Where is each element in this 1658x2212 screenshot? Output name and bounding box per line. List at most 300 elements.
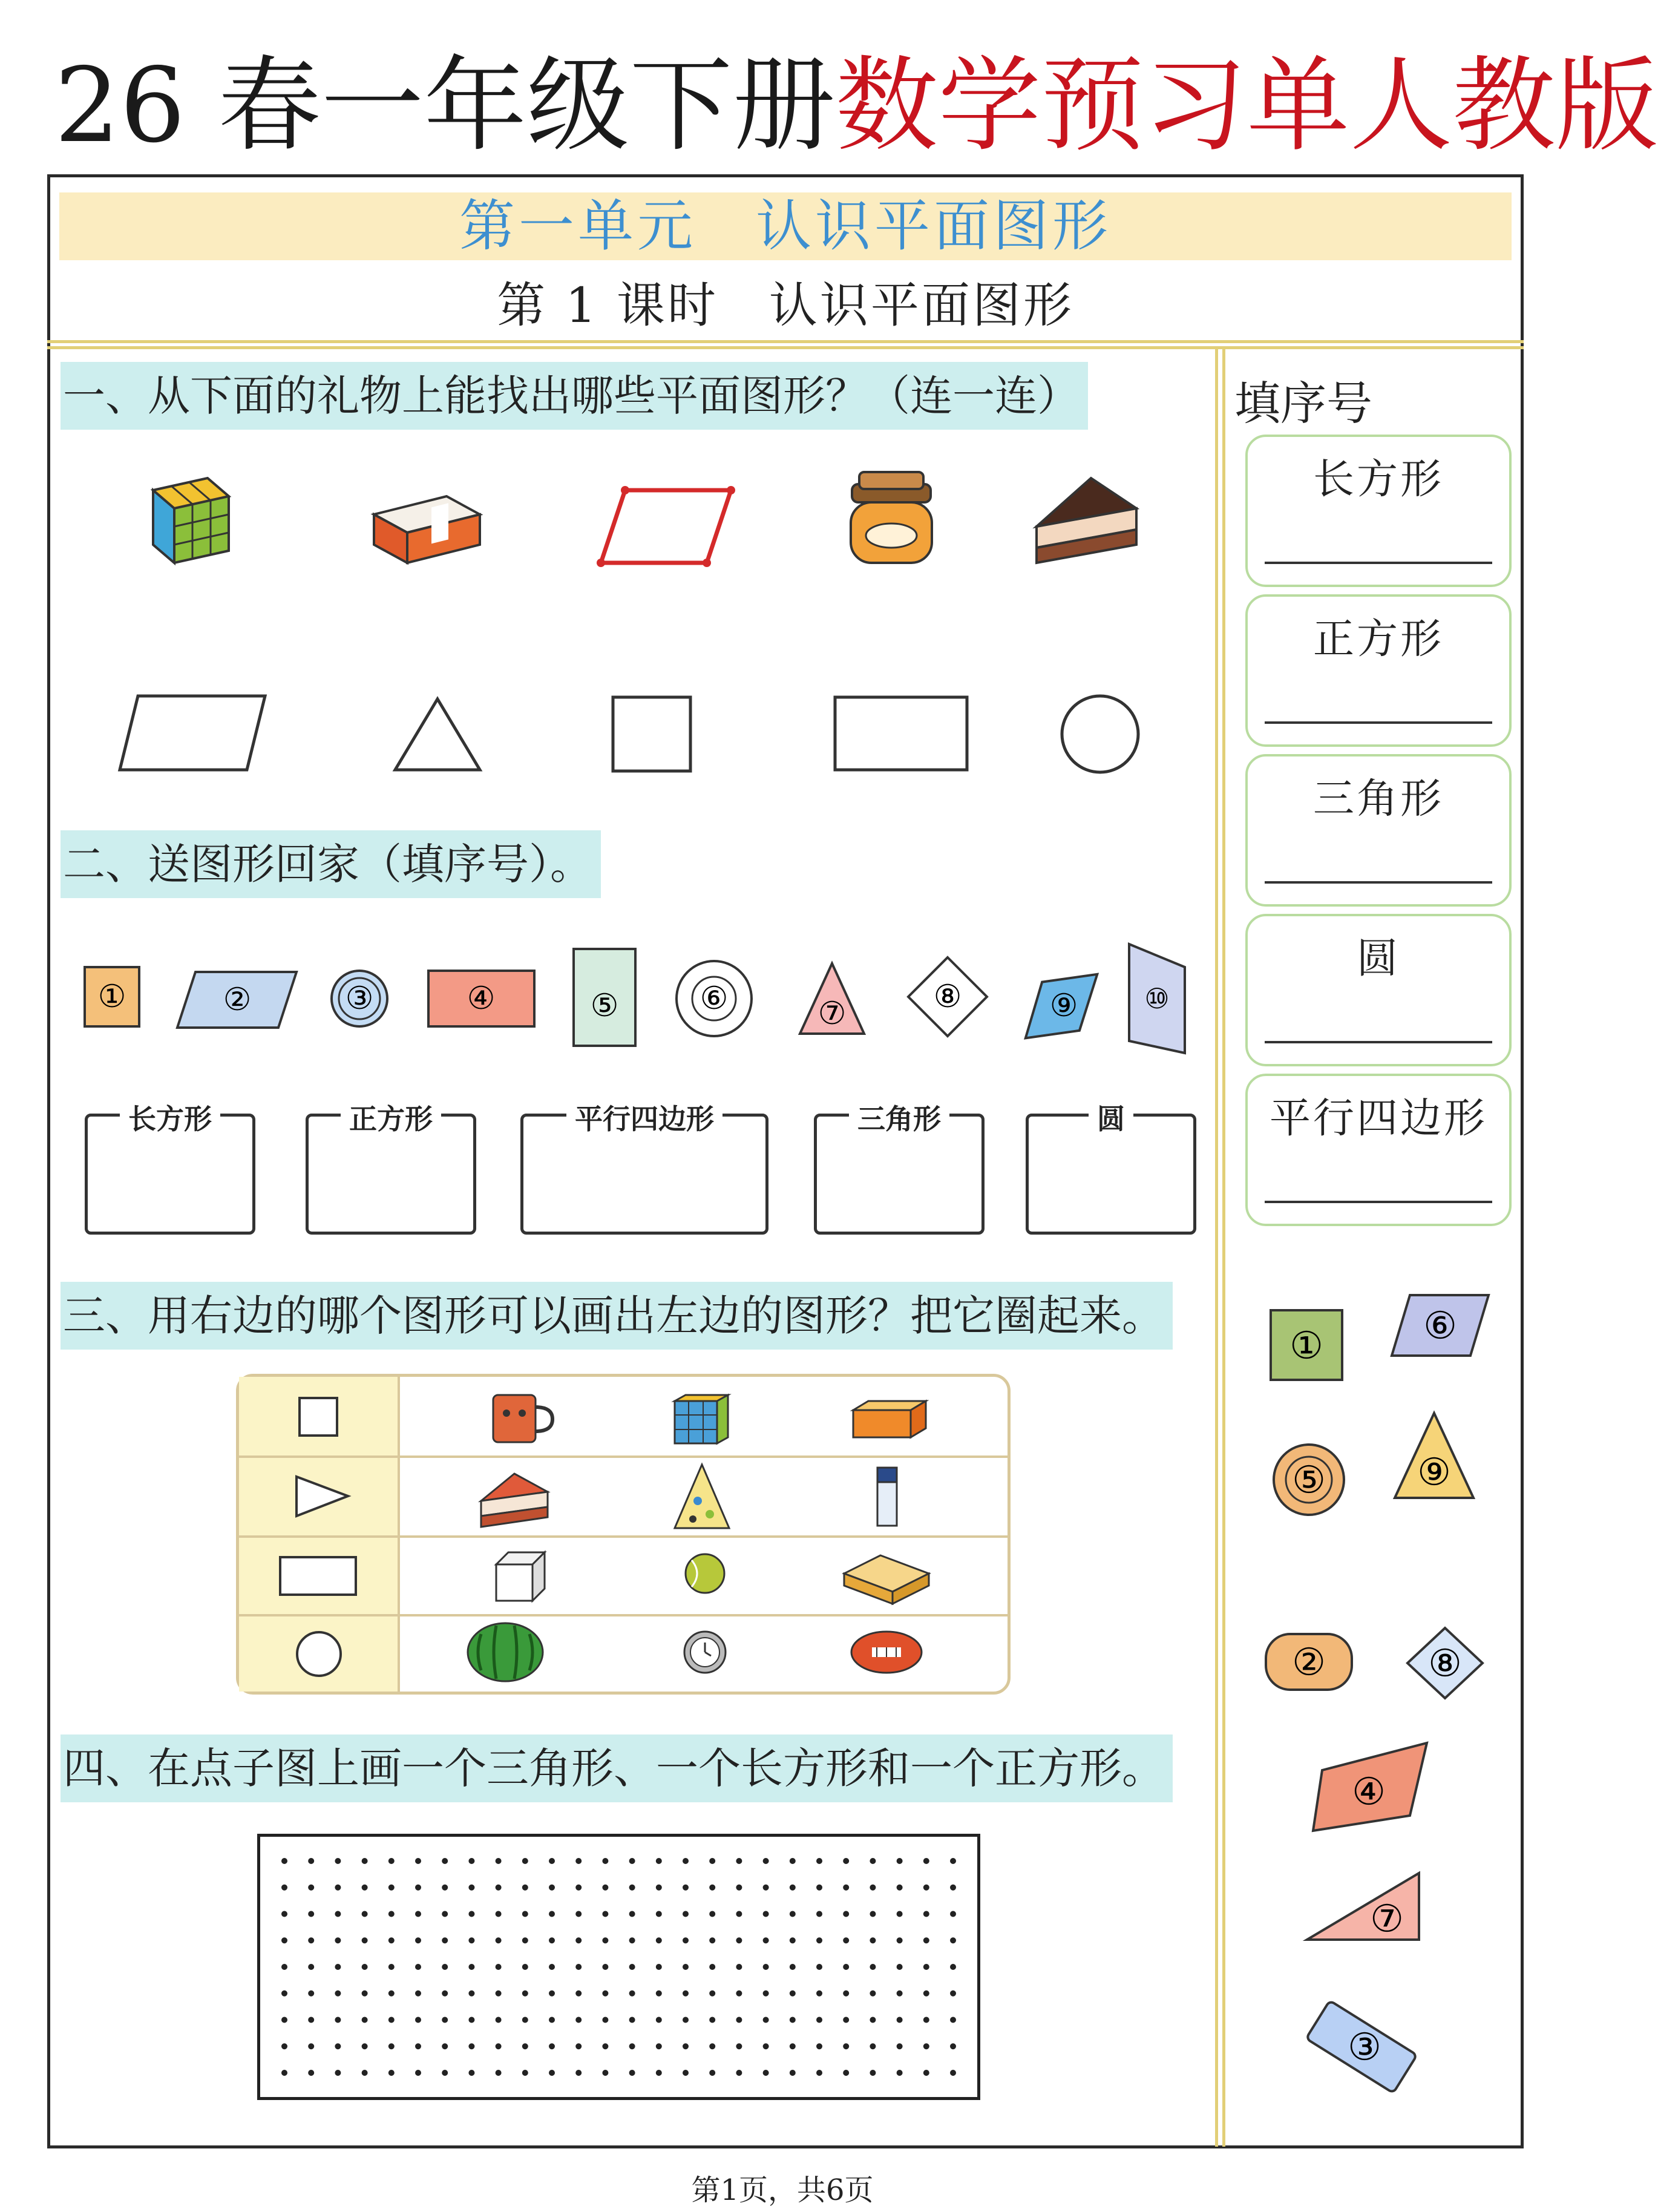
grid-dot[interactable] xyxy=(870,1990,876,1997)
grid-dot[interactable] xyxy=(362,1990,368,1997)
grid-dot[interactable] xyxy=(683,1990,689,1997)
page-title xyxy=(54,42,1658,169)
q3-figures xyxy=(239,1377,1008,1692)
grid-dot[interactable] xyxy=(763,1964,769,1970)
grid-dot[interactable] xyxy=(442,1858,448,1864)
grid-dot[interactable] xyxy=(683,2070,689,2076)
grid-dot[interactable] xyxy=(468,2070,474,2076)
grid-dot[interactable] xyxy=(656,1911,662,1917)
grid-dot[interactable] xyxy=(816,2017,822,2023)
grid-dot[interactable] xyxy=(468,2017,474,2023)
circle-outline-icon xyxy=(297,1632,341,1676)
bin-label: 圆 xyxy=(1089,1097,1133,1137)
grid-dot[interactable] xyxy=(790,1911,796,1917)
divider-top xyxy=(47,340,1524,343)
grid-dot[interactable] xyxy=(736,1964,742,1970)
grid-dot[interactable] xyxy=(656,2070,662,2076)
grid-dot[interactable] xyxy=(281,2017,287,2023)
grid-dot[interactable] xyxy=(388,1964,395,1970)
grid-dot[interactable] xyxy=(335,2017,341,2023)
grid-dot[interactable] xyxy=(790,1885,796,1891)
grid-dot[interactable] xyxy=(602,1858,608,1864)
grid-dot[interactable] xyxy=(362,2070,368,2076)
grid-dot[interactable] xyxy=(522,1858,528,1864)
grid-dot[interactable] xyxy=(549,1937,555,1943)
svg-text:⑨: ⑨ xyxy=(1417,1449,1451,1494)
grid-dot[interactable] xyxy=(468,1990,474,1997)
grid-dot[interactable] xyxy=(843,1964,849,1970)
grid-dot[interactable] xyxy=(736,1858,742,1864)
grid-dot[interactable] xyxy=(683,2043,689,2049)
grid-dot[interactable] xyxy=(629,1885,635,1891)
grid-dot[interactable] xyxy=(575,2070,582,2076)
answer-line[interactable] xyxy=(1265,562,1492,564)
grid-dot[interactable] xyxy=(950,1885,956,1891)
grid-dot[interactable] xyxy=(950,2017,956,2023)
grid-dot[interactable] xyxy=(308,1858,314,1864)
grid-dot[interactable] xyxy=(923,1858,929,1864)
q1-figures xyxy=(59,454,1209,805)
grid-dot[interactable] xyxy=(683,1858,689,1864)
grid-dot[interactable] xyxy=(790,1990,796,1997)
grid-dot[interactable] xyxy=(790,1964,796,1970)
grid-dot[interactable] xyxy=(575,1937,582,1943)
grid-dot[interactable] xyxy=(736,2070,742,2076)
grid-dot[interactable] xyxy=(281,1964,287,1970)
grid-dot[interactable] xyxy=(468,1858,474,1864)
grid-dot[interactable] xyxy=(602,1885,608,1891)
grid-dot[interactable] xyxy=(549,1911,555,1917)
grid-dot[interactable] xyxy=(950,1911,956,1917)
grid-dot[interactable] xyxy=(496,2017,502,2023)
grid-dot[interactable] xyxy=(575,1964,582,1970)
grid-dot[interactable] xyxy=(923,1885,929,1891)
grid-dot[interactable] xyxy=(522,2043,528,2049)
grid-dot[interactable] xyxy=(656,1990,662,1997)
grid-dot[interactable] xyxy=(709,2017,715,2023)
side-card-circle[interactable] xyxy=(1245,914,1512,1066)
grid-dot[interactable] xyxy=(522,1990,528,1997)
grid-dot[interactable] xyxy=(496,1885,502,1891)
grid-dot[interactable] xyxy=(281,1990,287,1997)
grid-dot[interactable] xyxy=(897,1937,903,1943)
side-card-triangle[interactable] xyxy=(1245,754,1512,907)
answer-line[interactable] xyxy=(1265,881,1492,884)
shape-1 xyxy=(85,967,139,1026)
svg-text:⑤: ⑤ xyxy=(590,988,619,1024)
grid-dot[interactable] xyxy=(870,1937,876,1943)
side-card-square[interactable] xyxy=(1245,594,1512,747)
grid-dot[interactable] xyxy=(683,1964,689,1970)
side-title: 填序号 xyxy=(1234,376,1372,430)
dot-grid-dots[interactable] xyxy=(260,1837,977,2097)
grid-dot[interactable] xyxy=(549,1964,555,1970)
grid-dot[interactable] xyxy=(816,1911,822,1917)
grid-dot[interactable] xyxy=(468,1885,474,1891)
grid-dot[interactable] xyxy=(843,2043,849,2049)
grid-dot[interactable] xyxy=(602,2070,608,2076)
grid-dot[interactable] xyxy=(709,1937,715,1943)
grid-dot[interactable] xyxy=(870,1964,876,1970)
parallelogram-shape xyxy=(120,696,265,770)
grid-dot[interactable] xyxy=(335,1990,341,1997)
grid-dot[interactable] xyxy=(415,1990,421,1997)
grid-dot[interactable] xyxy=(281,1911,287,1917)
grid-dot[interactable] xyxy=(736,1911,742,1917)
grid-dot[interactable] xyxy=(549,1858,555,1864)
grid-dot[interactable] xyxy=(736,2043,742,2049)
grid-dot[interactable] xyxy=(308,1964,314,1970)
grid-dot[interactable] xyxy=(549,2070,555,2076)
grid-dot[interactable] xyxy=(816,1964,822,1970)
grid-dot[interactable] xyxy=(362,1885,368,1891)
bin-square[interactable] xyxy=(306,1103,476,1235)
grid-dot[interactable] xyxy=(763,2070,769,2076)
grid-dot[interactable] xyxy=(575,2017,582,2023)
grid-dot[interactable] xyxy=(683,1885,689,1891)
grid-dot[interactable] xyxy=(575,1885,582,1891)
piece-5 xyxy=(1274,1445,1344,1515)
grid-dot[interactable] xyxy=(843,2070,849,2076)
rectangle-outline-icon xyxy=(280,1557,356,1595)
grid-dot[interactable] xyxy=(843,1911,849,1917)
grid-dot[interactable] xyxy=(763,1858,769,1864)
grid-dot[interactable] xyxy=(950,1990,956,1997)
grid-dot[interactable] xyxy=(388,1885,395,1891)
grid-dot[interactable] xyxy=(442,2070,448,2076)
answer-line[interactable] xyxy=(1265,721,1492,724)
grid-dot[interactable] xyxy=(415,1858,421,1864)
gift-box-icon xyxy=(374,496,480,563)
grid-dot[interactable] xyxy=(496,2043,502,2049)
grid-dot[interactable] xyxy=(736,2017,742,2023)
grid-dot[interactable] xyxy=(629,1858,635,1864)
divider-side-2 xyxy=(1222,346,1225,2147)
grid-dot[interactable] xyxy=(281,1885,287,1891)
grid-dot[interactable] xyxy=(897,2043,903,2049)
grid-dot[interactable] xyxy=(362,1911,368,1917)
grid-dot[interactable] xyxy=(870,1858,876,1864)
answer-line[interactable] xyxy=(1265,1041,1492,1043)
grid-dot[interactable] xyxy=(763,1990,769,1997)
grid-dot[interactable] xyxy=(897,1885,903,1891)
grid-dot[interactable] xyxy=(629,1990,635,1997)
grid-dot[interactable] xyxy=(923,1937,929,1943)
grid-dot[interactable] xyxy=(736,1885,742,1891)
piece-9 xyxy=(1395,1413,1473,1498)
page-footer: 第1页，共6页 xyxy=(691,2173,874,2207)
grid-dot[interactable] xyxy=(388,1937,395,1943)
svg-text:⑦: ⑦ xyxy=(1370,1896,1404,1941)
grid-dot[interactable] xyxy=(281,2070,287,2076)
grid-dot[interactable] xyxy=(923,1911,929,1917)
grid-dot[interactable] xyxy=(335,1885,341,1891)
grid-dot[interactable] xyxy=(843,2017,849,2023)
grid-dot[interactable] xyxy=(923,1964,929,1970)
grid-dot[interactable] xyxy=(950,2043,956,2049)
grid-dot[interactable] xyxy=(923,2043,929,2049)
svg-text:⑩: ⑩ xyxy=(1144,982,1170,1015)
grid-dot[interactable] xyxy=(442,1911,448,1917)
grid-dot[interactable] xyxy=(816,2043,822,2049)
honey-jar-icon xyxy=(851,472,932,563)
unit-band xyxy=(59,192,1512,260)
grid-dot[interactable] xyxy=(816,1885,822,1891)
grid-dot[interactable] xyxy=(656,1937,662,1943)
bin-rectangle[interactable] xyxy=(85,1103,255,1235)
rectangle-shape xyxy=(835,697,967,770)
grid-dot[interactable] xyxy=(870,1911,876,1917)
grid-dot[interactable] xyxy=(442,1964,448,1970)
grid-dot[interactable] xyxy=(602,1990,608,1997)
answer-line[interactable] xyxy=(1265,1201,1492,1203)
grid-dot[interactable] xyxy=(736,1937,742,1943)
grid-dot[interactable] xyxy=(388,1990,395,1997)
grid-dot[interactable] xyxy=(549,1990,555,1997)
grid-dot[interactable] xyxy=(335,1937,341,1943)
grid-dot[interactable] xyxy=(709,1885,715,1891)
grid-dot[interactable] xyxy=(442,1990,448,1997)
bin-circle[interactable] xyxy=(1026,1103,1196,1235)
grid-dot[interactable] xyxy=(923,2017,929,2023)
grid-dot[interactable] xyxy=(415,2070,421,2076)
grid-dot[interactable] xyxy=(923,1990,929,1997)
grid-dot[interactable] xyxy=(468,1964,474,1970)
grid-dot[interactable] xyxy=(362,1858,368,1864)
dot-grid[interactable] xyxy=(257,1834,980,2100)
grid-dot[interactable] xyxy=(549,1885,555,1891)
grid-dot[interactable] xyxy=(388,2043,395,2049)
grid-dot[interactable] xyxy=(656,1964,662,1970)
grid-dot[interactable] xyxy=(388,1858,395,1864)
grid-dot[interactable] xyxy=(709,1911,715,1917)
grid-dot[interactable] xyxy=(575,1858,582,1864)
q3-table xyxy=(236,1374,1011,1695)
svg-text:⑥: ⑥ xyxy=(1423,1303,1457,1348)
grid-dot[interactable] xyxy=(308,1937,314,1943)
grid-dot[interactable] xyxy=(308,1990,314,1997)
grid-dot[interactable] xyxy=(388,2070,395,2076)
shape-4 xyxy=(428,971,534,1026)
grid-dot[interactable] xyxy=(362,2043,368,2049)
grid-dot[interactable] xyxy=(281,1858,287,1864)
grid-dot[interactable] xyxy=(442,2017,448,2023)
grid-dot[interactable] xyxy=(468,1937,474,1943)
grid-dot[interactable] xyxy=(897,1858,903,1864)
card-label: 圆 xyxy=(1356,935,1400,983)
shape-6 xyxy=(677,961,752,1036)
bin-parallelogram[interactable] xyxy=(520,1103,768,1235)
red-parallelogram-icon xyxy=(597,486,735,567)
grid-dot[interactable] xyxy=(281,1937,287,1943)
unit-title: 第一单元 认识平面图形 xyxy=(459,194,1112,258)
grid-dot[interactable] xyxy=(843,1858,849,1864)
grid-dot[interactable] xyxy=(335,1858,341,1864)
shape-9 xyxy=(1018,974,1105,1039)
grid-dot[interactable] xyxy=(522,1885,528,1891)
grid-dot[interactable] xyxy=(897,2017,903,2023)
grid-dot[interactable] xyxy=(602,1964,608,1970)
grid-dot[interactable] xyxy=(308,2017,314,2023)
grid-dot[interactable] xyxy=(629,2043,635,2049)
grid-dot[interactable] xyxy=(496,1858,502,1864)
side-card-rectangle[interactable] xyxy=(1245,435,1512,587)
grid-dot[interactable] xyxy=(415,1911,421,1917)
tennis-ball-icon xyxy=(686,1554,724,1593)
grid-dot[interactable] xyxy=(709,1964,715,1970)
grid-dot[interactable] xyxy=(496,1937,502,1943)
grid-dot[interactable] xyxy=(950,1937,956,1943)
grid-dot[interactable] xyxy=(281,2043,287,2049)
grid-dot[interactable] xyxy=(629,1911,635,1917)
grid-dot[interactable] xyxy=(683,2017,689,2023)
grid-dot[interactable] xyxy=(816,1937,822,1943)
grid-dot[interactable] xyxy=(575,2043,582,2049)
shape-5 xyxy=(574,949,635,1046)
grid-dot[interactable] xyxy=(335,2043,341,2049)
grid-dot[interactable] xyxy=(897,2070,903,2076)
side-card-parallelogram[interactable] xyxy=(1245,1074,1512,1226)
grid-dot[interactable] xyxy=(388,2017,395,2023)
grid-dot[interactable] xyxy=(709,2043,715,2049)
grid-dot[interactable] xyxy=(549,2043,555,2049)
grid-dot[interactable] xyxy=(629,1937,635,1943)
grid-dot[interactable] xyxy=(442,1937,448,1943)
grid-dot[interactable] xyxy=(763,1937,769,1943)
grid-dot[interactable] xyxy=(763,1885,769,1891)
grid-dot[interactable] xyxy=(442,1885,448,1891)
grid-dot[interactable] xyxy=(629,2017,635,2023)
grid-dot[interactable] xyxy=(950,2070,956,2076)
grid-dot[interactable] xyxy=(736,1990,742,1997)
grid-dot[interactable] xyxy=(335,1911,341,1917)
grid-dot[interactable] xyxy=(362,2017,368,2023)
card-label: 平行四边形 xyxy=(1269,1095,1487,1143)
cake-slice-icon xyxy=(1037,478,1136,563)
grid-dot[interactable] xyxy=(335,1964,341,1970)
grid-dot[interactable] xyxy=(496,1990,502,1997)
grid-dot[interactable] xyxy=(362,1964,368,1970)
bin-triangle[interactable] xyxy=(814,1103,985,1235)
grid-dot[interactable] xyxy=(790,1858,796,1864)
grid-dot[interactable] xyxy=(763,1911,769,1917)
grid-dot[interactable] xyxy=(415,1885,421,1891)
grid-dot[interactable] xyxy=(656,2043,662,2049)
grid-dot[interactable] xyxy=(496,1911,502,1917)
title-red: 数学预习单人教版 xyxy=(835,46,1658,166)
grid-dot[interactable] xyxy=(816,1990,822,1997)
grid-dot[interactable] xyxy=(468,2043,474,2049)
grid-dot[interactable] xyxy=(602,1911,608,1917)
grid-dot[interactable] xyxy=(602,2043,608,2049)
grid-dot[interactable] xyxy=(522,2070,528,2076)
grid-dot[interactable] xyxy=(656,1885,662,1891)
grid-dot[interactable] xyxy=(683,1937,689,1943)
bin-label: 平行四边形 xyxy=(566,1097,723,1137)
grid-dot[interactable] xyxy=(763,2043,769,2049)
grid-dot[interactable] xyxy=(709,1858,715,1864)
grid-dot[interactable] xyxy=(763,2017,769,2023)
grid-dot[interactable] xyxy=(816,1858,822,1864)
grid-dot[interactable] xyxy=(656,1858,662,1864)
grid-dot[interactable] xyxy=(950,1858,956,1864)
grid-dot[interactable] xyxy=(496,2070,502,2076)
grid-dot[interactable] xyxy=(415,1964,421,1970)
grid-dot[interactable] xyxy=(897,1964,903,1970)
grid-dot[interactable] xyxy=(870,2043,876,2049)
grid-dot[interactable] xyxy=(816,2070,822,2076)
orange-box-icon xyxy=(853,1401,926,1437)
grid-dot[interactable] xyxy=(629,1964,635,1970)
clock-icon xyxy=(684,1632,726,1673)
grid-dot[interactable] xyxy=(843,1937,849,1943)
grid-dot[interactable] xyxy=(843,1885,849,1891)
grid-dot[interactable] xyxy=(897,1990,903,1997)
bin-label: 正方形 xyxy=(341,1097,441,1137)
grid-dot[interactable] xyxy=(522,1937,528,1943)
grid-dot[interactable] xyxy=(790,2070,796,2076)
grid-dot[interactable] xyxy=(415,2043,421,2049)
grid-dot[interactable] xyxy=(656,2017,662,2023)
grid-dot[interactable] xyxy=(496,1964,502,1970)
grid-dot[interactable] xyxy=(308,1885,314,1891)
grid-dot[interactable] xyxy=(923,2070,929,2076)
grid-dot[interactable] xyxy=(897,1911,903,1917)
grid-dot[interactable] xyxy=(709,2070,715,2076)
grid-dot[interactable] xyxy=(522,1964,528,1970)
grid-dot[interactable] xyxy=(790,2017,796,2023)
grid-dot[interactable] xyxy=(522,2017,528,2023)
grid-dot[interactable] xyxy=(602,1937,608,1943)
grid-dot[interactable] xyxy=(388,1911,395,1917)
grid-dot[interactable] xyxy=(950,1964,956,1970)
grid-dot[interactable] xyxy=(468,1911,474,1917)
grid-dot[interactable] xyxy=(843,1990,849,1997)
grid-dot[interactable] xyxy=(415,1937,421,1943)
grid-dot[interactable] xyxy=(683,1911,689,1917)
grid-dot[interactable] xyxy=(790,2043,796,2049)
svg-text:⑧: ⑧ xyxy=(1428,1641,1462,1685)
grid-dot[interactable] xyxy=(870,2070,876,2076)
grid-dot[interactable] xyxy=(870,2017,876,2023)
grid-dot[interactable] xyxy=(602,2017,608,2023)
grid-dot[interactable] xyxy=(442,2043,448,2049)
grid-dot[interactable] xyxy=(709,1990,715,1997)
grid-dot[interactable] xyxy=(575,1911,582,1917)
grid-dot[interactable] xyxy=(335,2070,341,2076)
grid-dot[interactable] xyxy=(870,1885,876,1891)
grid-dot[interactable] xyxy=(308,1911,314,1917)
circle-shape xyxy=(1062,696,1138,772)
grid-dot[interactable] xyxy=(362,1937,368,1943)
card-label: 正方形 xyxy=(1312,615,1444,663)
triangle-outline-icon xyxy=(297,1477,348,1516)
square-shape xyxy=(613,697,690,771)
shape-2 xyxy=(177,972,297,1028)
q3-title: 三、用右边的哪个图形可以画出左边的图形？把它圈起来。 xyxy=(61,1282,1173,1350)
grid-dot[interactable] xyxy=(575,1990,582,1997)
party-hat-icon xyxy=(675,1465,729,1528)
grid-dot[interactable] xyxy=(308,2070,314,2076)
card-label: 三角形 xyxy=(1312,775,1444,823)
grid-dot[interactable] xyxy=(629,2070,635,2076)
grid-dot[interactable] xyxy=(308,2043,314,2049)
grid-dot[interactable] xyxy=(790,1937,796,1943)
grid-dot[interactable] xyxy=(415,2017,421,2023)
grid-dot[interactable] xyxy=(549,2017,555,2023)
grid-dot[interactable] xyxy=(522,1911,528,1917)
card-label: 长方形 xyxy=(1312,456,1444,504)
